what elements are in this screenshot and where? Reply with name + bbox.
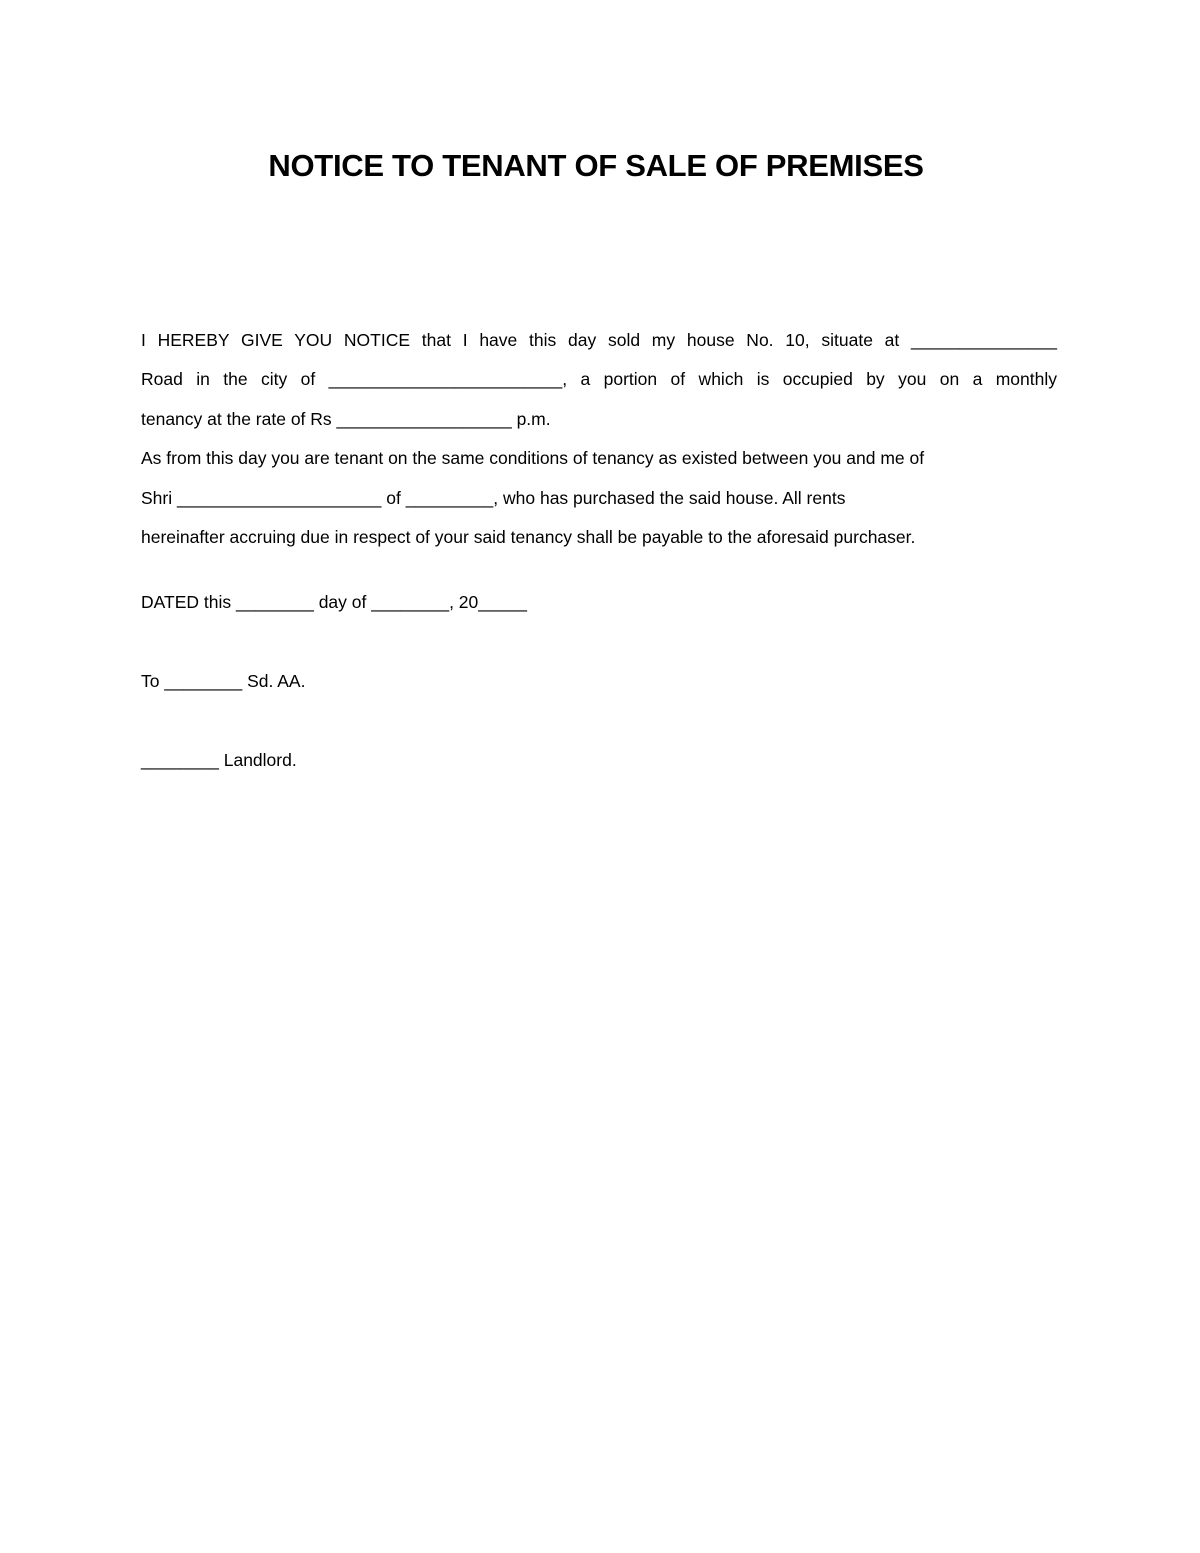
- body-line-2: Road in the city of ________________________, a portion of which is occupied by you on a monthly: [141, 369, 1057, 389]
- dated-line: DATED this ________ day of ________, 20_____: [141, 592, 527, 612]
- document-title: NOTICE TO TENANT OF SALE OF PREMISES: [268, 148, 924, 183]
- body-line-5: Shri _____________________ of _________, who has purchased the said house. All rents: [141, 488, 846, 508]
- to-line: To ________ Sd. AA.: [141, 671, 306, 691]
- body-line-1: I HEREBY GIVE YOU NOTICE that I have this day sold my house No. 10, situate at _______________: [141, 330, 1057, 350]
- landlord-line: ________ Landlord.: [141, 750, 297, 770]
- body-line-4: As from this day you are tenant on the same conditions of tenancy as existed between you and me of: [141, 448, 925, 468]
- body-line-6: hereinafter accruing due in respect of your said tenancy shall be payable to the aforesaid purchaser.: [141, 527, 916, 547]
- body-line-3: tenancy at the rate of Rs __________________ p.m.: [141, 409, 551, 429]
